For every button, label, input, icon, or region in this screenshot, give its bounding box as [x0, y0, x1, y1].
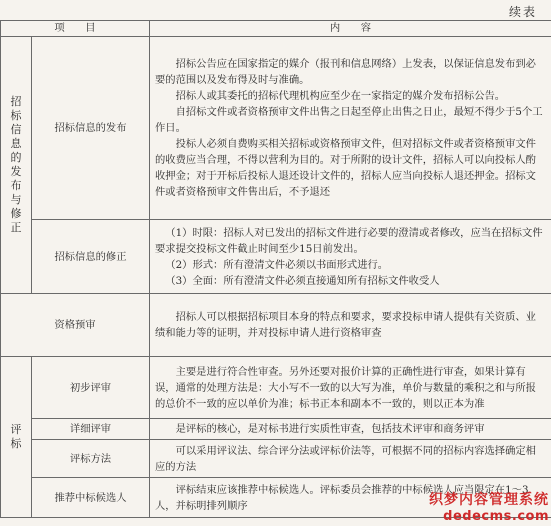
table-row	[1, 37, 551, 220]
paragraph: 评标结束应该推荐中标候选人。评标委员会推荐的中标候选人应当限定在1～3人，并标明排列顺序	[155, 483, 529, 512]
section-label-evaluate: 评标	[10, 422, 22, 450]
watermark-title: 织梦内容管理系统	[429, 492, 549, 508]
list-item: （1）时限：招标人对已发出的招标文件进行必要的澄清或者修改，应当在招标文件要求提交投标文件截止时间至少15日前发出。	[155, 226, 543, 255]
row-label-prequal: 资格预审	[1, 294, 150, 357]
row-label-amend: 招标信息的修正	[32, 220, 150, 294]
paragraph: 招标人可以根据招标项目本身的特点和要求，要求投标申请人提供有关资质、业绩和能力等的证明，并对投标申请人进行资格审查	[155, 311, 536, 339]
table-row	[1, 294, 551, 357]
paragraph: 招标公告应在国家指定的媒介（报刊和信息网络）上发表，以保证信息发布到必要的范围以及发布得及时与准确。	[155, 58, 536, 86]
paragraph: 是评标的核心，是对标书进行实质性审查，包括技术评审和商务评审	[175, 423, 485, 435]
paragraph: 招标人或其委托的招标代理机构应至少在一家指定的媒介发布招标公告。	[175, 90, 506, 102]
list-item: （2）形式：所有澄清文件必须以书面形式进行。	[165, 258, 389, 271]
paragraph: 主要是进行符合性审查。另外还要对报价计算的正确性进行审查，如果计算有误，通常的处理方法是：大小写不一致的以大写为准，单价与数量的乘积之和与所报的总价不一致的应以单价为准；标书正本和副本不一致的，则以正本为准	[155, 365, 536, 410]
continued-label: 续表	[508, 5, 537, 19]
row-content-publish	[150, 37, 551, 220]
row-content-prequal	[150, 294, 551, 357]
row-content-initial	[150, 357, 551, 419]
row-label-initial: 初步评审	[32, 357, 150, 419]
header-row	[1, 21, 551, 37]
list-item: （3）全面：所有澄清文件必须直接通知所有招标文件收受人	[165, 274, 440, 287]
section-label-publish: 招标信息的发布与修正	[10, 94, 22, 234]
row-label-method: 评标方法	[32, 440, 150, 478]
row-content-method	[150, 440, 551, 478]
row-content-amend	[150, 220, 551, 294]
row-label-detailed: 详细评审	[32, 419, 150, 440]
row-content-detailed	[150, 419, 551, 440]
header-item: 项 目	[1, 21, 150, 37]
watermark	[429, 489, 549, 524]
table-row	[1, 440, 551, 478]
row-label-recommend: 推荐中标候选人	[32, 478, 150, 518]
bidding-info-table	[0, 20, 551, 518]
table-row	[1, 357, 551, 419]
watermark-domain: dedecms.com	[443, 509, 549, 524]
paragraph: 自招标文件或者资格预审文件出售之日起至停止出售之日止，最短不得少于5个工作日。	[155, 106, 543, 134]
paragraph: 可以采用评议法、综合评分法或评标价法等，可根据不同的招标内容选择确定相应的方法	[155, 444, 536, 473]
section-cell-publish	[1, 37, 32, 294]
row-label-publish: 招标信息的发布	[32, 37, 150, 220]
table-row	[1, 419, 551, 440]
header-content: 内 容	[150, 21, 551, 37]
section-cell-evaluate	[1, 357, 32, 518]
paragraph: 投标人必须自费购买相关招标或资格预审文件，但对招标文件或者资格预审文件的收费应当合理，不得以营利为目的。对于所附的设计文件，招标人可以向投标人酌收押金；对于开标后投标人退还设计文件的，招标人应当向投标人退还押金。招标文件或者资格预审文件售出后，不予退还	[155, 138, 536, 198]
table-row	[1, 220, 551, 294]
